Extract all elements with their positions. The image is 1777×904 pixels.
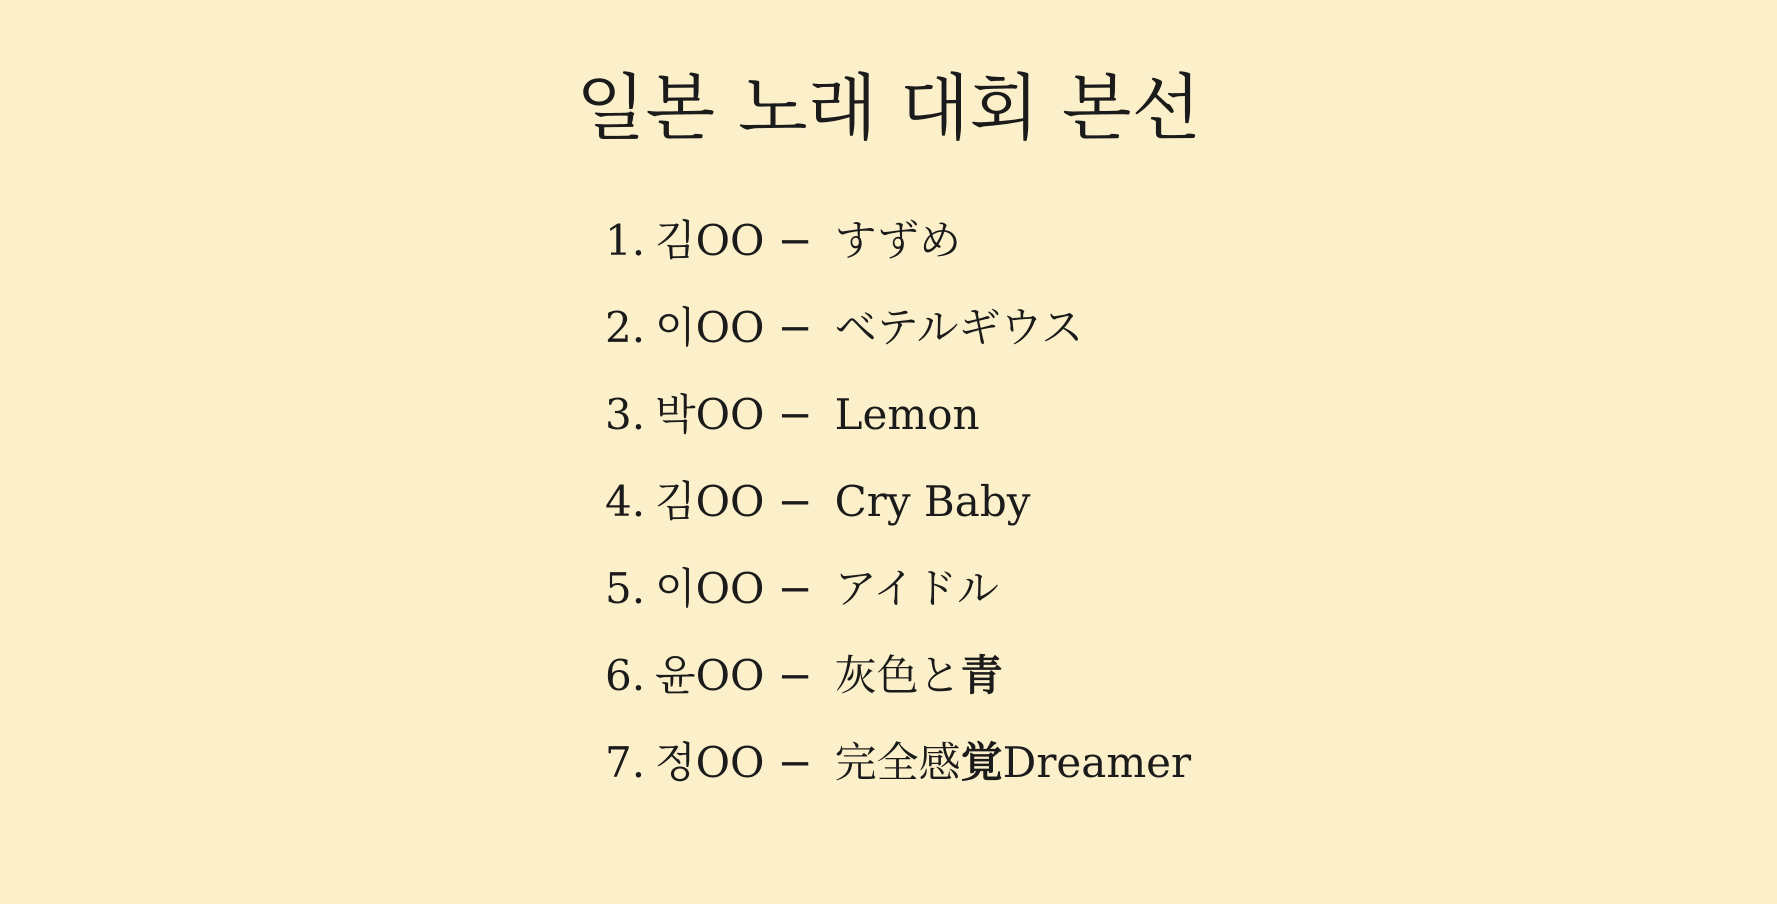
contestant-name: 김OO xyxy=(655,216,765,265)
song-title xyxy=(835,477,1031,526)
contestant-name: 이OO xyxy=(655,564,765,613)
song-segment: すずめ xyxy=(834,216,962,265)
song-segment: 覚 xyxy=(960,738,1003,787)
song-title xyxy=(835,390,980,439)
item-number: 5. xyxy=(605,564,646,613)
page-title: 일본 노래 대회 본선 xyxy=(575,66,1202,150)
song-title xyxy=(835,564,999,613)
contestant-name: 정OO xyxy=(655,738,765,787)
contestant-name: 이OO xyxy=(655,303,765,352)
dash-separator: − xyxy=(777,216,813,265)
contestant-name: 박OO xyxy=(655,390,765,439)
song-segment: Dreamer xyxy=(1002,738,1192,787)
song-list-item xyxy=(605,458,1191,545)
entry-text xyxy=(655,371,980,458)
song-title xyxy=(835,216,961,265)
entry-text xyxy=(655,197,961,284)
entry-text xyxy=(655,284,1083,371)
song-title xyxy=(835,738,1191,787)
song-title xyxy=(835,651,1003,700)
song-list-item xyxy=(605,197,1191,284)
contestant-name: 김OO xyxy=(655,477,765,526)
song-list-item xyxy=(605,545,1191,632)
song-list-item xyxy=(605,719,1191,806)
song-list-item xyxy=(605,284,1191,371)
dash-separator: − xyxy=(777,738,813,787)
item-number: 3. xyxy=(605,390,646,439)
dash-separator: − xyxy=(777,564,813,613)
dash-separator: − xyxy=(777,651,813,700)
entry-text xyxy=(655,632,1003,719)
item-number: 1. xyxy=(605,216,646,265)
song-list xyxy=(605,197,1191,806)
song-segment: 青 xyxy=(960,651,1003,700)
song-segment: Cry Baby xyxy=(834,477,1031,526)
contestant-name: 윤OO xyxy=(655,651,765,700)
entry-text xyxy=(655,719,1191,806)
song-segment: ベテルギウス xyxy=(834,303,1084,352)
song-segment: 完全感 xyxy=(834,738,961,787)
song-list-item xyxy=(605,632,1191,719)
dash-separator: − xyxy=(777,477,813,526)
song-title xyxy=(835,303,1084,352)
song-segment: Lemon xyxy=(834,390,980,439)
song-segment: アイドル xyxy=(834,564,999,613)
item-number: 7. xyxy=(605,738,646,787)
song-segment: 灰色と xyxy=(834,651,961,700)
entry-text xyxy=(655,545,999,632)
item-number: 4. xyxy=(605,477,646,526)
dash-separator: − xyxy=(777,303,813,352)
item-number: 6. xyxy=(605,651,646,700)
entry-text xyxy=(655,458,1030,545)
dash-separator: − xyxy=(777,390,813,439)
item-number: 2. xyxy=(605,303,646,352)
song-list-item xyxy=(605,371,1191,458)
